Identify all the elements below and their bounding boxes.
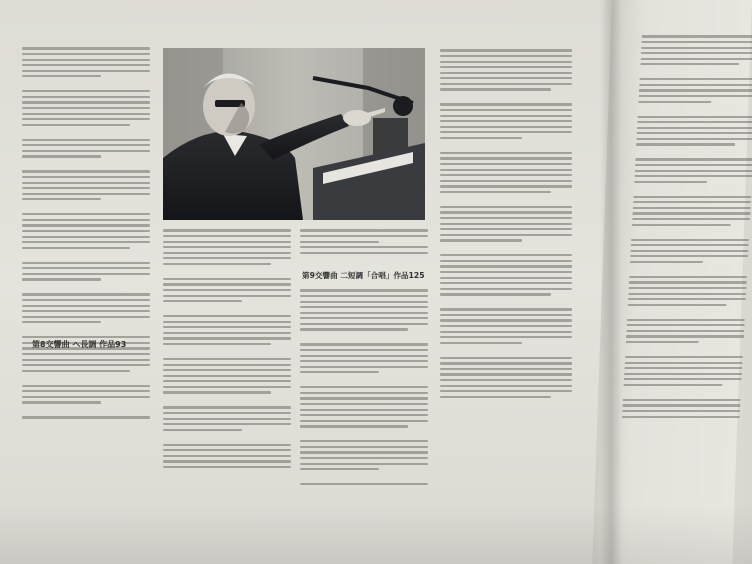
text-line — [440, 282, 572, 284]
text-line — [22, 176, 150, 178]
paragraph-gap — [638, 106, 752, 112]
text-line — [440, 157, 572, 159]
text-line — [22, 150, 150, 152]
text-line — [22, 401, 101, 403]
text-line — [22, 155, 101, 157]
text-line — [22, 390, 150, 392]
text-line — [300, 440, 428, 442]
text-line — [22, 293, 150, 295]
text-line — [440, 390, 572, 392]
text-line — [440, 206, 572, 208]
text-line — [623, 384, 722, 386]
text-line — [641, 47, 752, 49]
text-line — [627, 324, 745, 326]
text-line — [638, 101, 711, 103]
text-line — [163, 444, 291, 446]
text-line — [440, 55, 572, 57]
text-line — [163, 257, 291, 259]
text-line — [637, 116, 752, 118]
text-line — [22, 101, 150, 103]
text-line — [22, 364, 150, 366]
text-line — [440, 72, 572, 74]
text-line — [163, 449, 291, 451]
paragraph-gap — [22, 204, 150, 210]
text-line — [622, 404, 740, 406]
text-line — [22, 299, 150, 301]
text-line — [635, 158, 752, 160]
paragraph-gap — [631, 229, 749, 235]
text-line — [300, 403, 428, 405]
text-line — [628, 287, 746, 289]
text-line — [163, 423, 291, 425]
text-line — [635, 164, 752, 166]
text-line — [633, 196, 751, 198]
text-line — [300, 483, 428, 485]
text-line — [22, 316, 150, 318]
text-line — [440, 217, 572, 219]
text-line — [630, 250, 748, 252]
text-line — [22, 416, 150, 418]
text-line — [22, 107, 150, 109]
text-line — [440, 169, 572, 171]
paragraph-gap — [440, 401, 572, 407]
text-line — [637, 127, 752, 129]
text-line — [300, 295, 428, 297]
text-line — [440, 103, 572, 105]
text-line — [440, 357, 572, 359]
text-line — [22, 96, 150, 98]
text-line — [22, 118, 150, 120]
text-line — [163, 369, 291, 371]
text-line — [22, 278, 101, 280]
text-line — [629, 276, 747, 278]
paragraph-gap — [163, 397, 291, 403]
text-line — [300, 312, 428, 314]
text-line — [163, 252, 291, 254]
text-line — [440, 265, 572, 267]
text-line — [163, 358, 291, 360]
text-line — [22, 262, 150, 264]
text-line — [634, 181, 707, 183]
text-line — [22, 236, 150, 238]
text-line — [440, 314, 572, 316]
paragraph-gap — [22, 129, 150, 135]
paragraph-gap — [627, 309, 745, 315]
text-line — [163, 300, 242, 302]
text-line — [622, 416, 740, 418]
text-line — [22, 241, 150, 243]
text-column-4 — [440, 46, 572, 564]
text-line — [440, 126, 572, 128]
text-line — [440, 288, 572, 290]
text-line — [440, 152, 572, 154]
text-line — [626, 330, 744, 332]
text-line — [300, 241, 379, 243]
text-line — [630, 261, 703, 263]
text-line — [440, 83, 572, 85]
text-line — [632, 212, 750, 214]
text-line — [440, 260, 572, 262]
text-line — [300, 343, 428, 345]
text-line — [22, 267, 150, 269]
text-line — [22, 170, 150, 172]
text-line — [163, 460, 291, 462]
text-line — [636, 138, 752, 140]
text-line — [633, 207, 751, 209]
heading-symphony-9: 第9交響曲 二短調「合唱」作品125 — [302, 271, 425, 280]
text-line — [625, 362, 743, 364]
text-line — [440, 342, 522, 344]
paragraph-gap — [440, 299, 572, 305]
text-line — [440, 131, 572, 133]
text-line — [637, 132, 752, 134]
text-line — [440, 163, 572, 165]
text-line — [440, 191, 551, 193]
text-line — [440, 66, 572, 68]
paragraph-gap — [440, 196, 572, 202]
text-line — [22, 144, 150, 146]
text-line — [22, 385, 150, 387]
text-line — [440, 109, 572, 111]
text-line — [440, 362, 572, 364]
text-line — [637, 121, 752, 123]
text-line — [631, 244, 749, 246]
text-line — [163, 326, 291, 328]
text-line — [632, 218, 750, 220]
text-line — [163, 343, 271, 345]
text-line — [628, 304, 727, 306]
text-line — [163, 418, 291, 420]
text-line — [22, 64, 150, 66]
text-line — [440, 211, 572, 213]
text-line — [300, 355, 428, 357]
text-line — [636, 143, 735, 145]
paragraph-gap — [22, 161, 150, 167]
text-line — [633, 201, 751, 203]
text-line — [22, 139, 150, 141]
text-line — [440, 271, 572, 273]
text-line — [22, 219, 150, 221]
text-line — [300, 366, 428, 368]
text-line — [628, 298, 746, 300]
paragraph-gap — [300, 334, 428, 340]
text-line — [628, 293, 746, 295]
text-line — [440, 174, 572, 176]
text-line — [300, 246, 428, 248]
photo-graphic — [163, 48, 425, 220]
text-line — [624, 367, 742, 369]
text-line — [631, 239, 749, 241]
text-line — [626, 335, 744, 337]
text-line — [300, 414, 428, 416]
text-line — [632, 224, 731, 226]
text-line — [22, 310, 150, 312]
paragraph-gap — [300, 431, 428, 437]
paragraph-gap — [623, 389, 741, 395]
text-line — [163, 391, 271, 393]
text-line — [440, 88, 551, 90]
text-line — [163, 380, 291, 382]
text-line — [300, 371, 379, 373]
text-line — [300, 360, 428, 362]
text-line — [440, 137, 522, 139]
text-line — [300, 306, 428, 308]
text-line — [22, 198, 101, 200]
heading-symphony-8: 第8交響曲 へ長調 作品93 — [32, 340, 127, 349]
text-line — [440, 336, 572, 338]
text-line — [440, 239, 522, 241]
paragraph-gap — [300, 474, 428, 480]
text-line — [163, 364, 291, 366]
text-line — [440, 234, 572, 236]
text-line — [440, 254, 572, 256]
text-line — [300, 420, 428, 422]
text-line — [440, 325, 572, 327]
text-line — [640, 58, 752, 60]
text-line — [300, 392, 428, 394]
text-line — [163, 295, 291, 297]
text-line — [163, 235, 291, 237]
text-line — [22, 359, 150, 361]
text-line — [22, 247, 130, 249]
text-line — [163, 406, 291, 408]
text-line — [440, 319, 572, 321]
text-line — [300, 317, 428, 319]
paragraph-gap — [22, 407, 150, 413]
text-line — [641, 41, 752, 43]
text-line — [163, 229, 291, 231]
text-line — [22, 90, 150, 92]
text-column-3 — [300, 226, 428, 264]
text-line — [22, 70, 150, 72]
text-column-1 — [22, 44, 150, 564]
text-line — [639, 95, 752, 97]
text-line — [163, 263, 271, 265]
text-line — [623, 399, 741, 401]
text-line — [163, 315, 291, 317]
text-line — [629, 281, 747, 283]
text-line — [300, 425, 408, 427]
bottom-shadow — [0, 504, 752, 564]
text-line — [22, 75, 101, 77]
text-line — [641, 52, 752, 54]
conductor-photo — [163, 48, 425, 220]
text-line — [635, 170, 752, 172]
paragraph-gap — [22, 375, 150, 381]
paragraph-gap — [635, 149, 752, 155]
text-line — [440, 293, 551, 295]
text-line — [22, 321, 101, 323]
text-line — [300, 463, 428, 465]
text-line — [622, 410, 740, 412]
text-line — [163, 455, 291, 457]
text-line — [626, 341, 699, 343]
text-line — [22, 187, 150, 189]
text-line — [639, 84, 752, 86]
text-line — [22, 113, 150, 115]
text-line — [300, 409, 428, 411]
paragraph-gap — [163, 306, 291, 312]
text-line — [22, 53, 150, 55]
text-line — [300, 349, 428, 351]
text-line — [163, 321, 291, 323]
text-line — [163, 283, 291, 285]
paragraph-gap — [634, 186, 752, 192]
text-line — [440, 120, 572, 122]
paragraph-gap — [629, 266, 747, 272]
text-line — [300, 289, 428, 291]
text-line — [440, 185, 572, 187]
text-line — [300, 446, 428, 448]
text-line — [22, 305, 150, 307]
text-line — [22, 370, 130, 372]
text-line — [22, 47, 150, 49]
text-line — [440, 396, 551, 398]
paragraph-gap — [300, 377, 428, 383]
text-line — [300, 323, 428, 325]
paragraph-gap — [440, 142, 572, 148]
text-line — [22, 230, 150, 232]
text-line — [300, 386, 428, 388]
text-line — [300, 451, 428, 453]
text-line — [440, 223, 572, 225]
text-line — [163, 246, 291, 248]
text-line — [300, 328, 408, 330]
paragraph-gap — [640, 69, 752, 75]
text-line — [440, 115, 572, 117]
text-line — [440, 379, 572, 381]
text-line — [22, 396, 150, 398]
text-line — [630, 255, 748, 257]
text-line — [22, 353, 150, 355]
text-line — [300, 229, 428, 231]
text-line — [163, 466, 291, 468]
text-line — [300, 468, 379, 470]
text-line — [163, 278, 291, 280]
text-line — [163, 289, 291, 291]
text-line — [640, 63, 739, 65]
text-line — [625, 356, 743, 358]
text-line — [440, 61, 572, 63]
text-line — [22, 182, 150, 184]
text-line — [440, 331, 572, 333]
paragraph-gap — [163, 434, 291, 440]
text-line — [22, 224, 150, 226]
text-line — [163, 429, 242, 431]
text-line — [163, 386, 291, 388]
paragraph-gap — [440, 347, 572, 353]
text-line — [163, 332, 291, 334]
text-line — [440, 308, 572, 310]
paragraph-gap — [440, 245, 572, 251]
text-line — [22, 193, 150, 195]
text-line — [22, 124, 130, 126]
text-line — [163, 412, 291, 414]
text-line — [440, 228, 572, 230]
text-line — [440, 277, 572, 279]
paragraph-gap — [625, 347, 743, 353]
text-line — [22, 273, 150, 275]
text-line — [440, 385, 572, 387]
text-line — [163, 375, 291, 377]
text-line — [300, 397, 428, 399]
paragraph-gap — [440, 94, 572, 100]
text-line — [163, 337, 291, 339]
text-line — [440, 180, 572, 182]
text-line — [300, 235, 428, 237]
text-line — [639, 78, 752, 80]
text-line — [300, 457, 428, 459]
paragraph-gap — [22, 81, 150, 87]
text-line — [300, 301, 428, 303]
paragraph-gap — [163, 268, 291, 274]
text-line — [300, 252, 428, 254]
paragraph-gap — [22, 284, 150, 290]
text-line — [624, 378, 742, 380]
text-line — [634, 175, 752, 177]
paragraph-gap — [22, 327, 150, 333]
text-line — [440, 373, 572, 375]
text-line — [440, 368, 572, 370]
text-line — [624, 373, 742, 375]
text-line — [642, 35, 752, 37]
text-line — [627, 319, 745, 321]
text-line — [639, 89, 752, 91]
text-line — [440, 49, 572, 51]
text-line — [440, 77, 572, 79]
paragraph-gap — [22, 252, 150, 258]
text-line — [22, 213, 150, 215]
paragraph-gap — [163, 349, 291, 355]
text-line — [22, 59, 150, 61]
text-line — [163, 241, 291, 243]
